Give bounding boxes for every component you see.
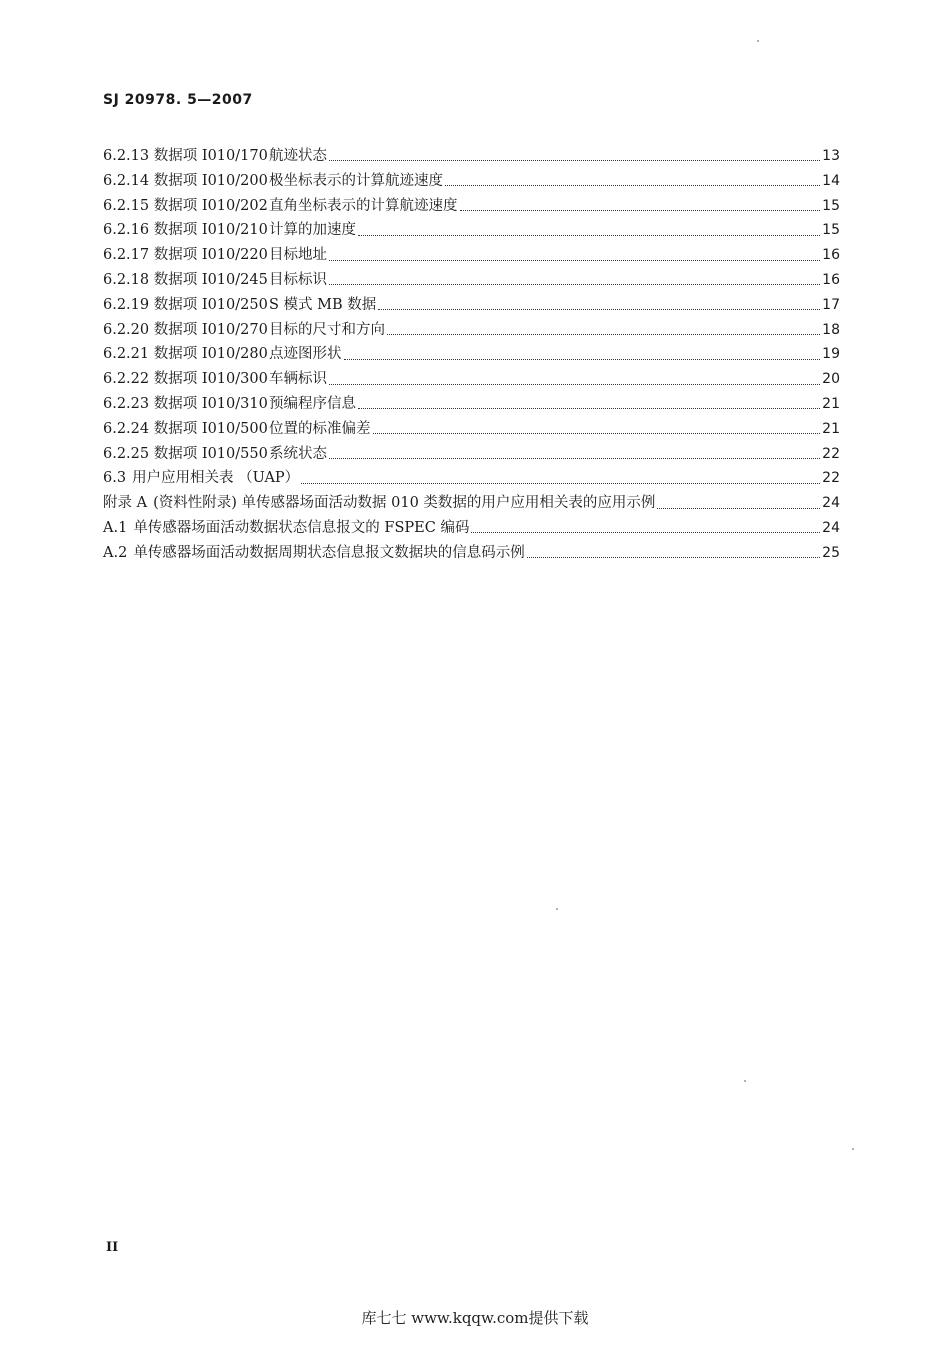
toc-entry-title: 目标地址 <box>269 247 327 264</box>
download-footer: 库七七 www.kqqw.com提供下载 <box>361 1309 589 1327</box>
toc-entry-title: (资料性附录) 单传感器场面活动数据 010 类数据的用户应用相关表的应用示例 <box>153 495 656 512</box>
scan-speck <box>556 908 558 910</box>
toc-entry[interactable] <box>103 516 840 541</box>
toc-entry[interactable] <box>103 293 840 318</box>
toc-entry-page: 15 <box>822 197 840 214</box>
toc-entry-title: 航迹状态 <box>269 148 327 164</box>
toc-entry-page: 17 <box>822 296 840 313</box>
toc-entry-page: 24 <box>822 495 840 512</box>
toc-entry-number: 6.2.18 数据项 I010/245 <box>103 271 268 288</box>
toc-entry[interactable] <box>103 442 840 467</box>
toc-entry-page: 22 <box>822 445 840 462</box>
toc-entry-number: 6.2.23 数据项 I010/310 <box>103 395 268 412</box>
toc-entry[interactable] <box>103 318 840 343</box>
toc-entry-number: 6.3 <box>103 470 127 487</box>
page-number: II <box>106 1240 119 1255</box>
toc-entry-number: 6.2.15 数据项 I010/202 <box>103 197 268 214</box>
toc-entry[interactable] <box>103 218 840 243</box>
toc-entry-title: 极坐标表示的计算航迹速度 <box>269 172 443 189</box>
toc-entry-title: 预编程序信息 <box>269 395 356 412</box>
toc-entry[interactable] <box>103 417 840 442</box>
toc-entry[interactable] <box>103 367 840 392</box>
toc-entry-page: 19 <box>822 346 840 363</box>
toc-entry-page: 20 <box>822 371 840 388</box>
toc-entry-page: 13 <box>822 148 840 164</box>
toc-entry-page: 21 <box>822 420 840 437</box>
toc-entry[interactable] <box>103 342 840 367</box>
toc-leader-dots <box>301 472 820 486</box>
toc-entry-page: 16 <box>822 247 840 264</box>
toc-entry-number: 6.2.14 数据项 I010/200 <box>103 172 268 189</box>
toc-entry-page: 21 <box>822 395 840 412</box>
toc-entry-title: 目标的尺寸和方向 <box>269 321 385 338</box>
toc-entry-page: 16 <box>822 271 840 288</box>
toc-leader-dots <box>387 323 820 337</box>
toc-entry-number: 6.2.16 数据项 I010/210 <box>103 222 268 239</box>
toc-leader-dots <box>445 174 820 188</box>
toc-entry-number: 6.2.25 数据项 I010/550 <box>103 445 268 462</box>
toc-entry-number: A.2 <box>103 544 128 561</box>
toc-entry-page: 18 <box>822 321 840 338</box>
toc-entry[interactable] <box>103 169 840 194</box>
toc-entry-title: 计算的加速度 <box>269 222 356 239</box>
toc-entry[interactable] <box>103 243 840 268</box>
toc-entry-number: 6.2.24 数据项 I010/500 <box>103 420 268 437</box>
toc-entry-title: 目标标识 <box>269 271 327 288</box>
toc-entry-title: 单传感器场面活动数据状态信息报文的 FSPEC 编码 <box>133 519 470 536</box>
toc-entry[interactable] <box>103 268 840 293</box>
toc-entry[interactable] <box>103 144 840 169</box>
toc-entry-title: 用户应用相关表 （UAP） <box>132 470 300 487</box>
toc-entry-number: 6.2.19 数据项 I010/250 <box>103 296 268 313</box>
toc-entry-title: S 模式 MB 数据 <box>269 296 377 313</box>
toc-entry-page: 15 <box>822 222 840 239</box>
toc-entry[interactable] <box>103 392 840 417</box>
toc-entry-number: 6.2.20 数据项 I010/270 <box>103 321 268 338</box>
toc-leader-dots <box>358 224 820 238</box>
scan-speck <box>744 1080 746 1082</box>
toc-leader-dots <box>329 373 820 387</box>
toc-leader-dots <box>358 397 820 411</box>
document-code: SJ 20978. 5—2007 <box>103 92 253 108</box>
scan-speck <box>757 40 759 42</box>
toc-entry-number: 6.2.17 数据项 I010/220 <box>103 247 268 264</box>
toc-leader-dots <box>373 422 821 436</box>
toc-entry-number: 6.2.13 数据项 I010/170 <box>103 148 268 164</box>
toc-leader-dots <box>657 497 820 511</box>
table-of-contents <box>103 144 840 566</box>
toc-entry-title: 直角坐标表示的计算航迹速度 <box>269 197 458 214</box>
toc-leader-dots <box>329 149 820 163</box>
toc-entry[interactable] <box>103 541 840 566</box>
toc-entry-page: 14 <box>822 172 840 189</box>
scan-speck <box>852 1148 854 1150</box>
toc-entry-title: 车辆标识 <box>269 371 327 388</box>
toc-entry-title: 系统状态 <box>269 445 327 462</box>
toc-entry-number: 6.2.22 数据项 I010/300 <box>103 371 268 388</box>
toc-leader-dots <box>471 521 820 535</box>
toc-entry-number: A.1 <box>103 519 128 536</box>
toc-leader-dots <box>527 546 820 560</box>
toc-entry-page: 22 <box>822 470 840 487</box>
toc-entry-number: 6.2.21 数据项 I010/280 <box>103 346 268 363</box>
toc-entry-page: 25 <box>822 544 840 561</box>
toc-entry-title: 位置的标准偏差 <box>269 420 371 437</box>
toc-leader-dots <box>378 298 820 312</box>
toc-entry-page: 24 <box>822 519 840 536</box>
toc-entry[interactable] <box>103 491 840 516</box>
toc-leader-dots <box>344 348 821 362</box>
toc-entry-number: 附录 A <box>103 495 148 512</box>
toc-entry[interactable] <box>103 194 840 219</box>
toc-leader-dots <box>460 199 821 213</box>
toc-entry[interactable] <box>103 466 840 491</box>
toc-leader-dots <box>329 447 820 461</box>
toc-leader-dots <box>329 273 820 287</box>
toc-entry-title: 单传感器场面活动数据周期状态信息报文数据块的信息码示例 <box>133 544 525 561</box>
toc-leader-dots <box>329 249 820 263</box>
toc-entry-title: 点迹图形状 <box>269 346 342 363</box>
